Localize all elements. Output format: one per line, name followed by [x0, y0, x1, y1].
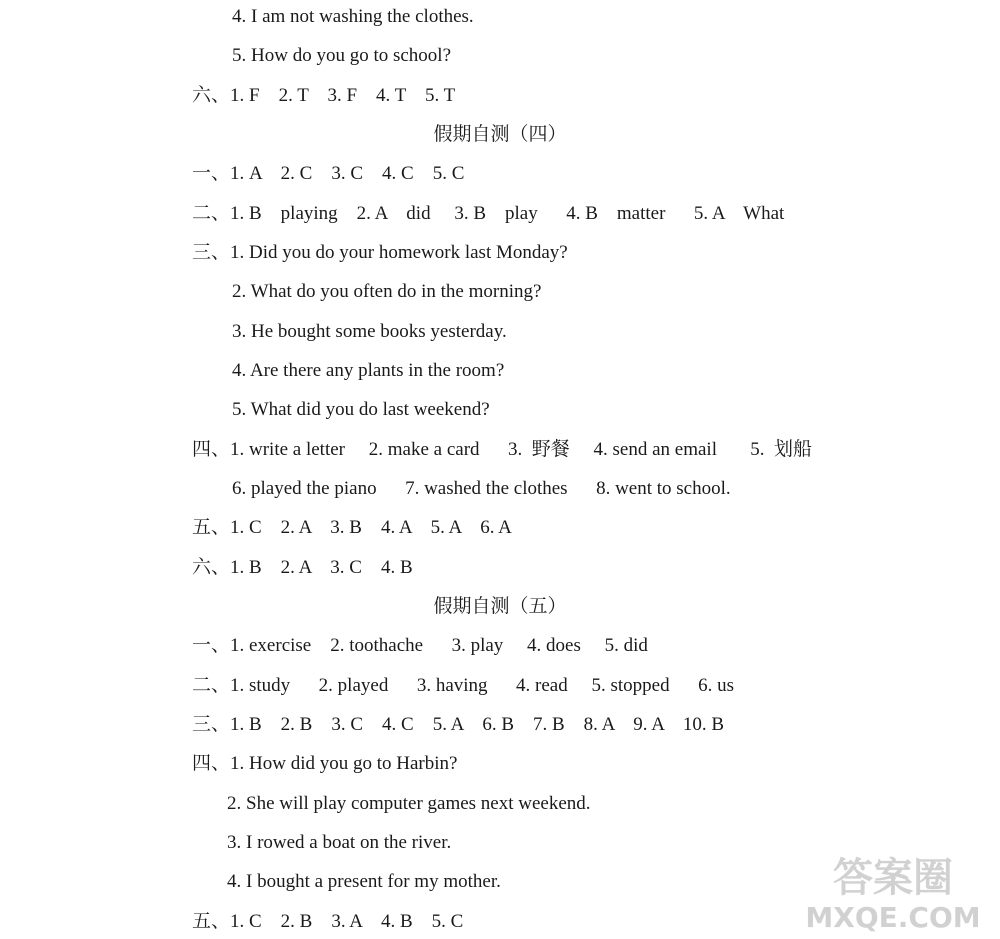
answer-line: 四、1. write a letter 2. make a card 3. 野餐 4. send an email 5. 划船 — [192, 439, 812, 460]
answer-line: 一、1. exercise 2. toothache 3. play 4. does 5. did — [192, 635, 648, 656]
section-title: 假期自测（五） — [433, 596, 567, 617]
answer-line: 3. I rowed a boat on the river. — [227, 832, 452, 853]
answer-line: 三、1. Did you do your homework last Monday? — [192, 242, 568, 263]
answer-line: 六、1. B 2. A 3. C 4. B — [192, 557, 413, 578]
answer-line: 6. played the piano 7. washed the clothes 8. went to school. — [232, 478, 731, 499]
answer-line: 5. How do you go to school? — [232, 45, 452, 66]
answer-line: 四、1. How did you go to Harbin? — [192, 753, 458, 774]
answer-line: 三、1. B 2. B 3. C 4. C 5. A 6. B 7. B 8. A 9. A 10. B — [192, 714, 725, 735]
answer-line: 六、1. F 2. T 3. F 4. T 5. T — [192, 85, 456, 106]
watermark-bottom-text: MXQE.COM — [805, 901, 981, 933]
answer-line: 五、1. C 2. B 3. A 4. B 5. C — [192, 911, 464, 932]
answer-line: 2. She will play computer games next weekend. — [227, 793, 591, 814]
section-title: 假期自测（四） — [433, 124, 567, 145]
answer-line: 4. I am not washing the clothes. — [232, 6, 474, 27]
answer-line: 4. I bought a present for my mother. — [227, 871, 501, 892]
watermark-logo — [798, 843, 988, 933]
answer-line: 二、1. study 2. played 3. having 4. read 5. stopped 6. us — [192, 675, 734, 696]
answer-line: 二、1. B playing 2. A did 3. B play 4. B matter 5. A What — [192, 203, 785, 224]
answer-line: 5. What did you do last weekend? — [232, 399, 490, 420]
answer-line: 3. He bought some books yesterday. — [232, 321, 507, 342]
answer-line: 2. What do you often do in the morning? — [232, 281, 542, 302]
answer-line: 4. Are there any plants in the room? — [232, 360, 505, 381]
answer-line: 一、1. A 2. C 3. C 4. C 5. C — [192, 163, 465, 184]
watermark-top-text: 答案圈 — [833, 855, 953, 901]
answer-line: 五、1. C 2. A 3. B 4. A 5. A 6. A — [192, 517, 512, 538]
